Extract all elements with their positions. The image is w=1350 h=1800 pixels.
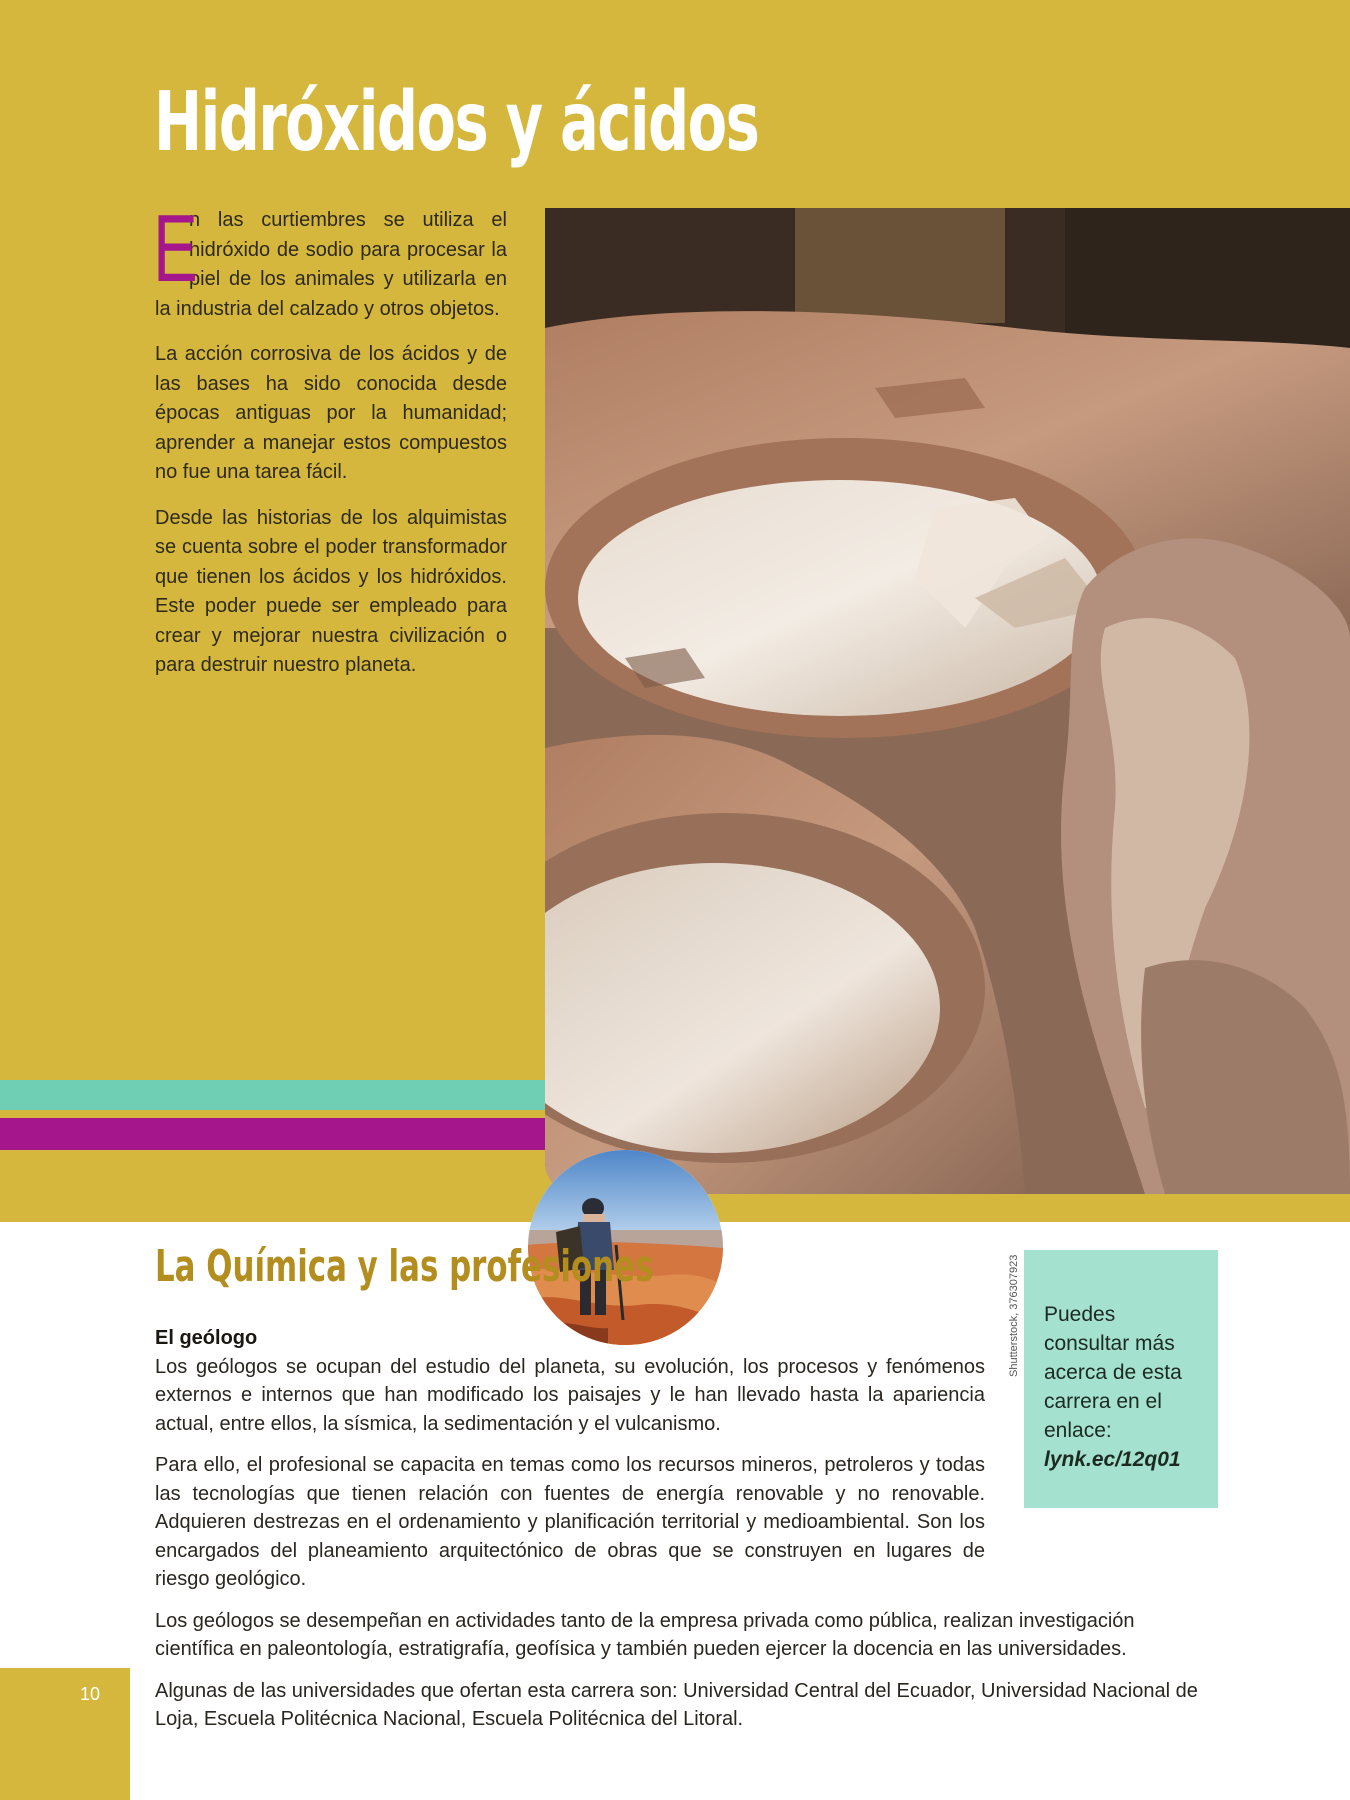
subheading-geologist: El geólogo — [155, 1327, 258, 1349]
photo-credit: Shutterstock, 376307923 — [1008, 1254, 1020, 1377]
body-paragraph-3: Los geólogos se desempeñan en actividades tanto de la empresa privada como pública, realizan investigación científica en paleontología, estratigrafía, geofísica y también pueden ejercer la docencia en las universidades. — [155, 1609, 1135, 1660]
drop-cap: E — [153, 195, 198, 302]
link-description: Puedes consultar más acerca de esta carrera en el enlace: — [1044, 1303, 1182, 1442]
intro-paragraph-1 — [153, 195, 507, 324]
intro-paragraph-1-text: n las curtiembres se utiliza el hidróxido de sodio para procesar la piel de los animales y utilizarla en la industria del calzado y otros objetos. — [155, 209, 507, 320]
page-title: Hidróxidos y ácidos — [154, 75, 759, 170]
intro-paragraph-2: La acción corrosiva de los ácidos y de las bases ha sido conocida desde épocas antiguas por la humanidad; aprender a manejar estos compuestos no fue una tarea fácil. — [155, 343, 507, 483]
section-title: La Química y las profesiones — [155, 1241, 654, 1292]
intro-paragraph-3: Desde las historias de los alquimistas se cuenta sobre el poder transformador que tienen los ácidos y los hidróxidos. Este poder puede ser empleado para crear y mejorar nuestra civilización o para destruir nuestro planeta. — [155, 506, 507, 676]
career-link[interactable]: lynk.ec/12q01 — [1044, 1448, 1181, 1471]
page-number: 10 — [80, 1684, 101, 1704]
page-number-tab — [0, 1668, 130, 1800]
body-paragraph-1: Los geólogos se ocupan del estudio del planeta, su evolución, los procesos y fenómenos externos e internos que han modificado los paisajes y le han llevado hasta la apariencia actual, entre ellos, la sísmica, la sedimentación y el vulcanismo. — [155, 1355, 985, 1435]
body-paragraph-2: Para ello, el profesional se capacita en temas como los recursos mineros, petroleros y todas las tecnologías que tienen relación con fuentes de energía renovable y no renovable. Adquieren destrezas en el ordenamiento y planificación territorial y medioambiental. Son los encargados del planeamiento arquitectónico de obras que se construyen en lugares de riesgo geológico. — [155, 1454, 985, 1590]
decorative-stripe-magenta — [0, 1118, 545, 1150]
section-body — [155, 1324, 1215, 1747]
tannery-photo — [545, 208, 1350, 1194]
body-paragraph-4: Algunas de las universidades que ofertan esta carrera son: Universidad Central del Ecuador, Universidad Nacional de Loja, Escuela Politécnica Nacional, Escuela Politécnica del Litoral. — [155, 1679, 1198, 1730]
decorative-stripe-teal — [0, 1080, 545, 1110]
intro-text — [153, 195, 507, 697]
